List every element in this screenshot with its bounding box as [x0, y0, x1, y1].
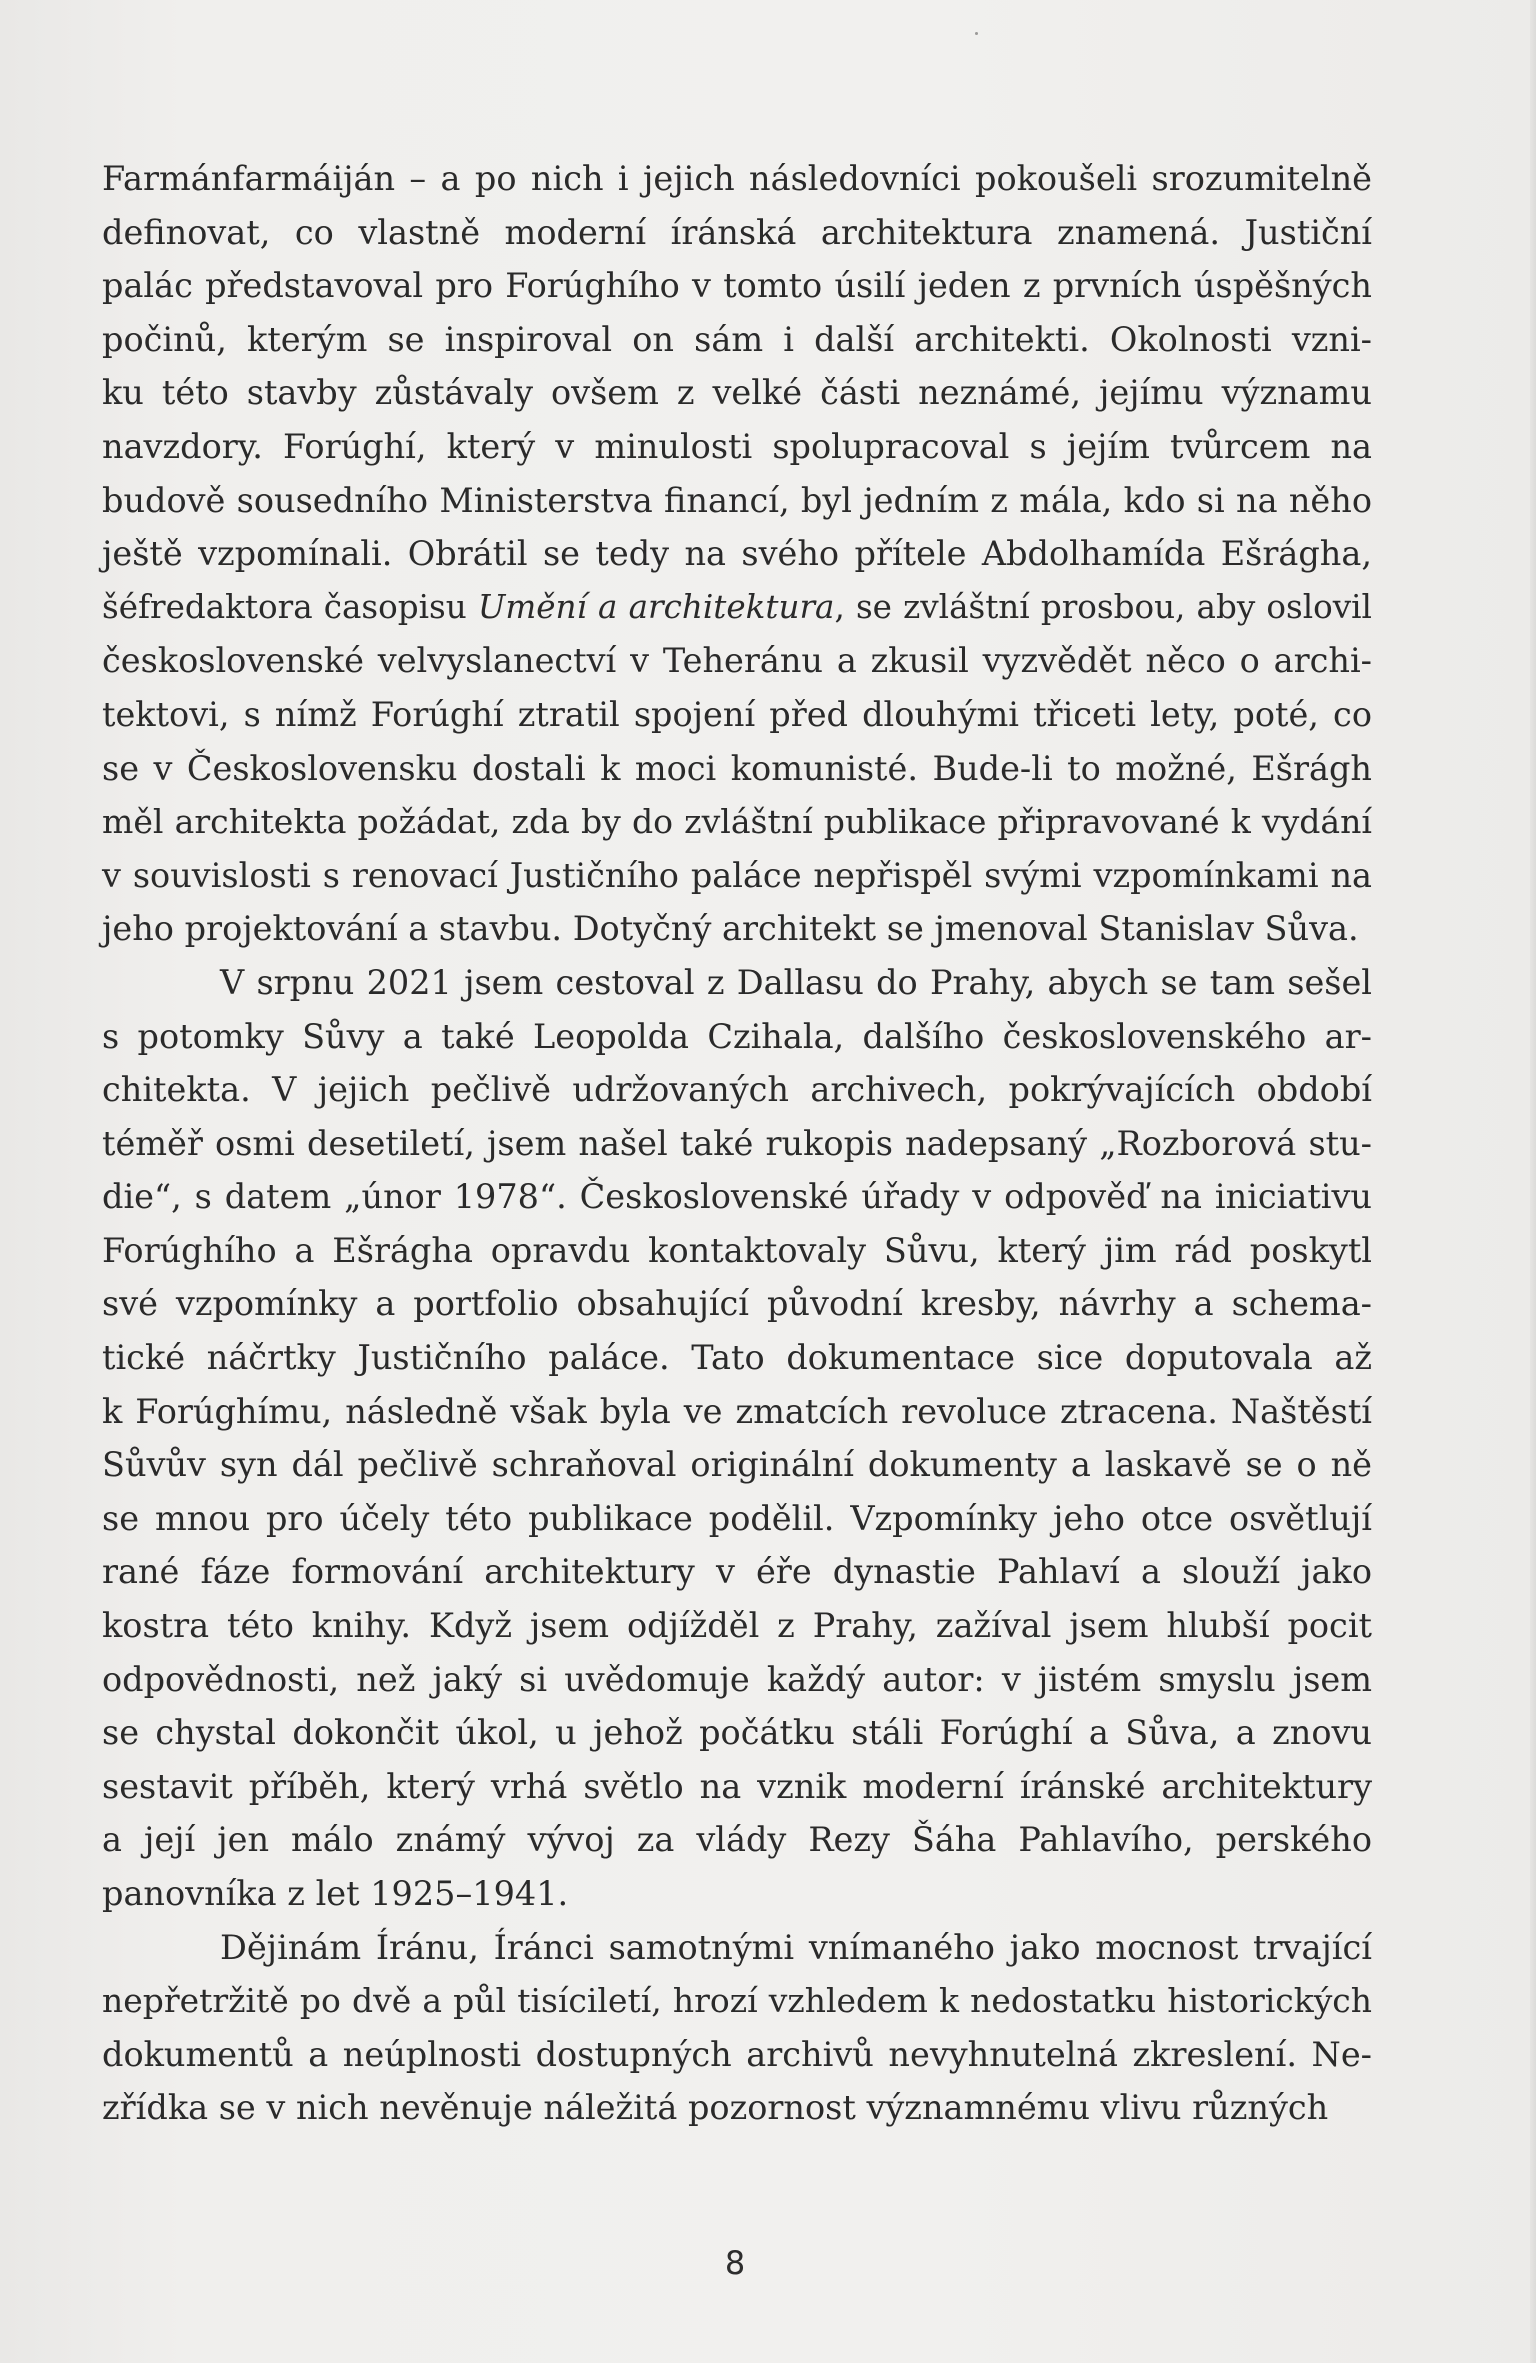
- text-line: [102, 366, 1372, 420]
- text-segment: , se zvláštní prosbou, aby oslovil: [834, 587, 1372, 626]
- text-line: [102, 2028, 1372, 2082]
- paper-speck: [975, 32, 978, 35]
- text-line: [102, 1706, 1372, 1760]
- text-segment: šéfredaktora časopisu: [102, 587, 478, 626]
- text-segment: téměř osmi desetiletí, jsem našel také rukopis nadepsaný „Rozborová stu-: [102, 1123, 1372, 1163]
- text-line: [102, 1599, 1372, 1653]
- text-line: [102, 206, 1372, 260]
- text-line: [102, 1867, 1372, 1921]
- text-line: [102, 313, 1372, 367]
- text-line: [102, 1813, 1372, 1867]
- text-segment: palác představoval pro Forúghího v tomto úsilí jeden z prvních úspěšných: [102, 266, 1372, 306]
- text-line: [102, 795, 1372, 849]
- text-line: [102, 1545, 1372, 1599]
- text-segment: V srpnu 2021 jsem cestoval z Dallasu do Prahy, abych se tam sešel: [220, 962, 1372, 1002]
- text-line: [102, 1653, 1372, 1707]
- text-line: [102, 2081, 1372, 2135]
- text-segment: se v Československu dostali k moci komunisté. Bude-li to možné, Ešrágh: [102, 748, 1372, 788]
- text-segment: navzdory. Forúghí, který v minulosti spolupracoval s jejím tvůrcem na: [102, 426, 1372, 466]
- italic-title: Umění a architektura: [477, 587, 835, 626]
- paragraph: [102, 956, 1372, 1921]
- text-line: [102, 1974, 1372, 2028]
- text-line: [102, 1492, 1372, 1546]
- text-segment: a její jen málo známý vývoj za vlády Rezy Šáha Pahlavího, perského: [102, 1820, 1372, 1860]
- text-segment: se mnou pro účely této publikace podělil. Vzpomínky jeho otce osvětlují: [102, 1498, 1372, 1538]
- text-line: [102, 420, 1372, 474]
- text-line: [102, 1438, 1372, 1492]
- text-line: [102, 956, 1372, 1010]
- paragraph: [102, 1921, 1372, 2135]
- text-line: [102, 902, 1372, 956]
- text-segment: definovat, co vlastně moderní íránská architektura znamená. Justiční: [102, 212, 1372, 252]
- text-segment: ještě vzpomínali. Obrátil se tedy na svého přítele Abdolhamída Ešrágha,: [102, 534, 1372, 574]
- text-line: [102, 474, 1372, 528]
- page-number: 8: [724, 2244, 746, 2282]
- text-segment: tektovi, s nímž Forúghí ztratil spojení před dlouhými třiceti lety, poté, co: [102, 694, 1372, 734]
- text-segment: Farmánfarmáiján – a po nich i jejich následovníci pokoušeli srozumitelně: [102, 159, 1372, 198]
- text-segment: se chystal dokončit úkol, u jehož počátku stáli Forúghí a Sůva, a znovu: [102, 1713, 1372, 1753]
- text-segment: chitekta. V jejich pečlivě udržovaných archivech, pokrývajících období: [102, 1070, 1372, 1110]
- text-segment: tické náčrtky Justičního paláce. Tato dokumentace sice doputovala až: [102, 1338, 1372, 1378]
- text-segment: Dějinám Íránu, Íránci samotnými vnímaného jako mocnost trvající: [220, 1927, 1372, 1967]
- text-line: [102, 1224, 1372, 1278]
- text-segment: odpovědnosti, než jaký si uvědomuje každý autor: v jistém smyslu jsem: [102, 1659, 1372, 1699]
- text-segment: dokumentů a neúplnosti dostupných archivů nevyhnutelná zkreslení. Ne-: [102, 2034, 1372, 2074]
- text-line: [102, 1170, 1372, 1224]
- text-line: [102, 688, 1372, 742]
- text-segment: zřídka se v nich nevěnuje náležitá pozornost významnému vlivu různých: [102, 2088, 1329, 2128]
- text-line: [102, 742, 1372, 796]
- text-line: [102, 1063, 1372, 1117]
- text-segment: k Forúghímu, následně však byla ve zmatcích revoluce ztracena. Naštěstí: [102, 1391, 1372, 1431]
- text-segment: kostra této knihy. Když jsem odjížděl z Prahy, zažíval jsem hlubší pocit: [102, 1606, 1372, 1646]
- paragraph: [102, 152, 1372, 956]
- text-segment: rané fáze formování architektury v éře dynastie Pahlaví a slouží jako: [102, 1552, 1372, 1592]
- page-edge: [1530, 0, 1536, 2363]
- body-text: [102, 152, 1372, 2135]
- text-line: [102, 849, 1372, 903]
- text-line: [102, 1117, 1372, 1171]
- text-line: [102, 634, 1372, 688]
- text-segment: budově sousedního Ministerstva financí, byl jedním z mála, kdo si na něho: [102, 480, 1372, 520]
- text-segment: nepřetržitě po dvě a půl tisíciletí, hrozí vzhledem k nedostatku historických: [102, 1981, 1372, 2021]
- text-line: [102, 1921, 1372, 1975]
- text-segment: s potomky Sůvy a také Leopolda Czihala, dalšího československého ar-: [102, 1016, 1372, 1056]
- text-segment: ku této stavby zůstávaly ovšem z velké části neznámé, jejímu významu: [102, 373, 1372, 413]
- text-segment: jeho projektování a stavbu. Dotyčný architekt se jmenoval Stanislav Sůva.: [102, 909, 1359, 949]
- text-line: [102, 1760, 1372, 1814]
- text-line: [102, 259, 1372, 313]
- text-line: [102, 1385, 1372, 1439]
- text-segment: sestavit příběh, který vrhá světlo na vznik moderní íránské architektury: [102, 1766, 1372, 1806]
- text-line: [102, 1331, 1372, 1385]
- text-line: [102, 527, 1372, 581]
- text-line: [102, 581, 1372, 635]
- text-line: [102, 1010, 1372, 1064]
- text-line: [102, 152, 1372, 206]
- text-segment: Forúghího a Ešrágha opravdu kontaktovaly Sůvu, který jim rád poskytl: [102, 1230, 1372, 1270]
- text-segment: v souvislosti s renovací Justičního paláce nepřispěl svými vzpomínkami na: [102, 855, 1372, 895]
- text-segment: počinů, kterým se inspiroval on sám i další architekti. Okolnosti vzni-: [102, 319, 1372, 359]
- text-segment: panovníka z let 1925–1941.: [102, 1874, 569, 1913]
- text-segment: své vzpomínky a portfolio obsahující původní kresby, návrhy a schema-: [102, 1284, 1372, 1324]
- text-line: [102, 1277, 1372, 1331]
- text-segment: die“, s datem „únor 1978“. Československé úřady v odpověď na iniciativu: [102, 1177, 1372, 1217]
- text-segment: Sůvův syn dál pečlivě schraňoval originální dokumenty a laskavě se o ně: [102, 1445, 1372, 1485]
- text-segment: československé velvyslanectví v Teheránu a zkusil vyzvědět něco o archi-: [102, 641, 1372, 681]
- text-segment: měl architekta požádat, zda by do zvláštní publikace připravované k vydání: [102, 802, 1372, 842]
